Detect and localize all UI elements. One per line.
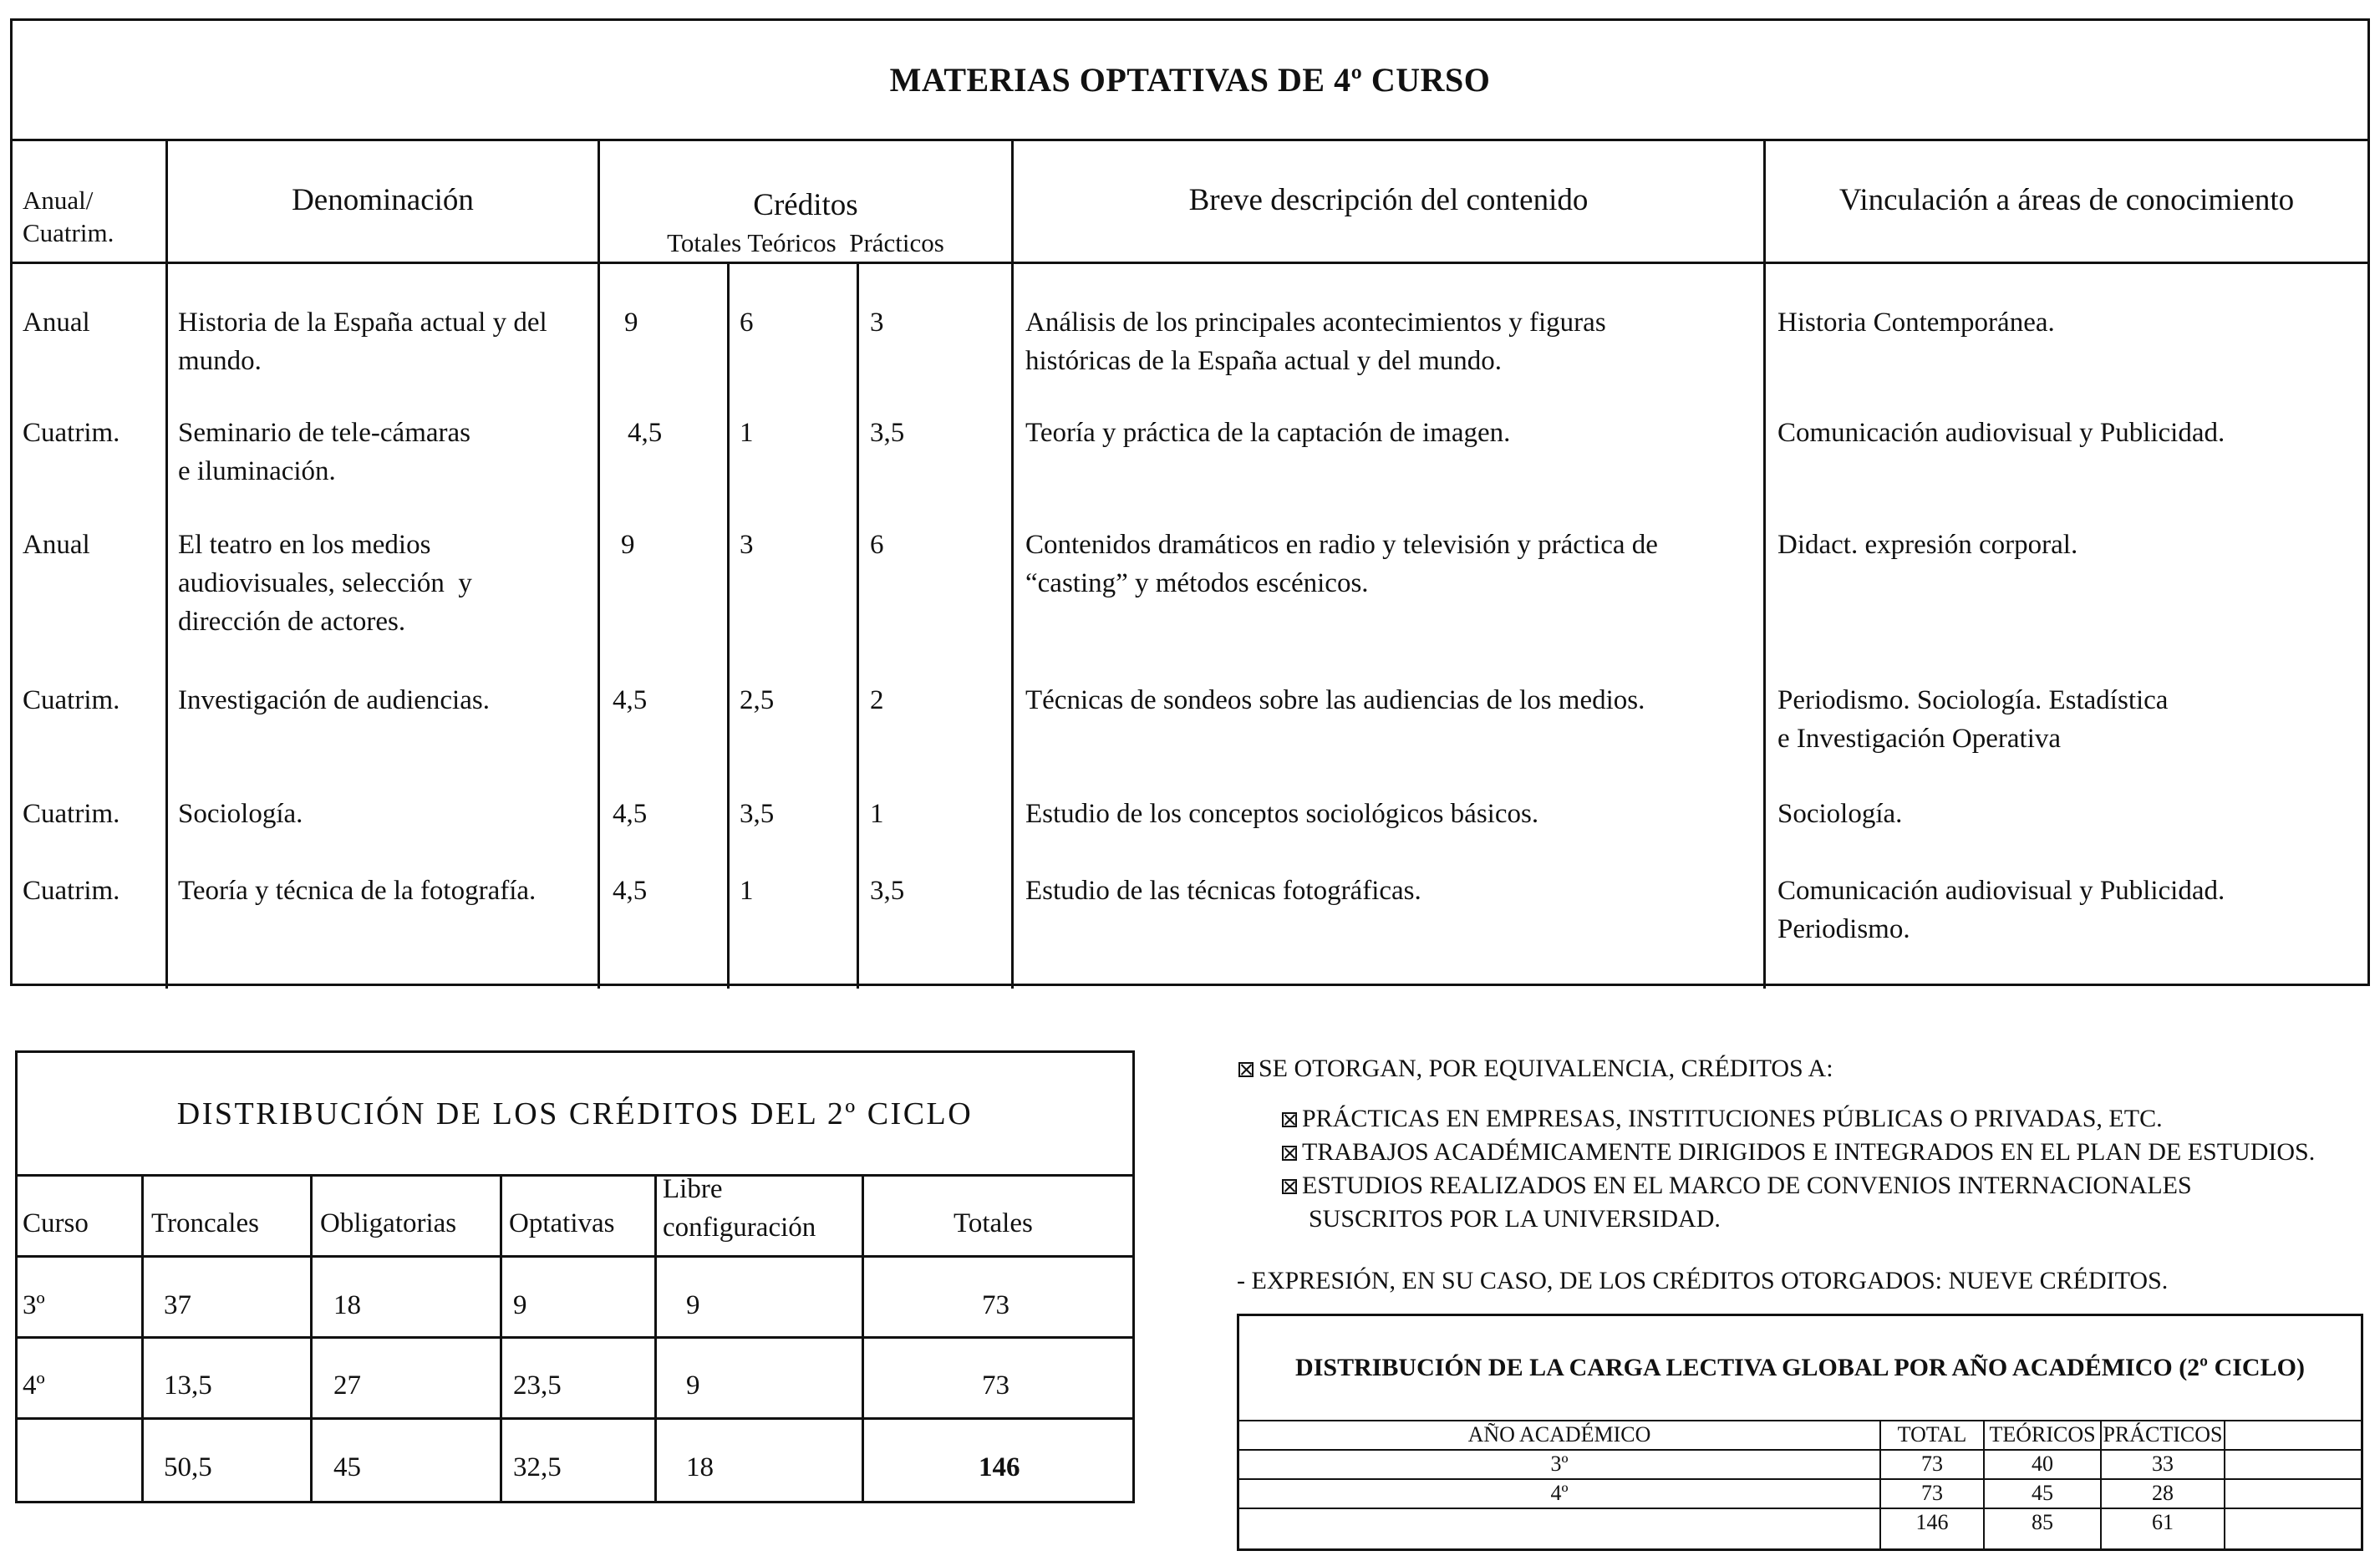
row-vinculacion: Comunicación audiovisual y Publicidad. Periodismo. [1777,876,2225,944]
row-practicos: 33 [2152,1452,2174,1476]
col-divider [862,1174,864,1501]
row-practicos: 6 [870,530,884,560]
row-anio: 4º [1550,1481,1569,1505]
row-totales: 73 [982,1290,1009,1320]
col-divider [310,1174,313,1501]
row-divider [18,1336,1132,1339]
row-vinculacion: Historia Contemporánea. [1777,308,2055,338]
row-obligatorias: 18 [333,1290,361,1320]
row-denominacion: Seminario de tele-cámaras e iluminación. [178,418,470,486]
row-totales: 9 [621,530,635,560]
header-totales: Totales [667,228,742,257]
row-teoricos: 1 [740,876,754,906]
row-practicos: 3,5 [870,876,905,906]
row-total: 73 [1921,1481,1943,1505]
row-denominacion: Investigación de audiencias. [178,685,490,715]
header-anio: AÑO ACADÉMICO [1467,1422,1651,1447]
header-curso: Curso [23,1208,89,1238]
row-teoricos: 2,5 [740,685,775,715]
row-curso: 3º [23,1290,45,1320]
col-divider [500,1174,502,1501]
equivalencia-item-text: PRÁCTICAS EN EMPRESAS, INSTITUCIONES PÚBLICAS O PRIVADAS, ETC. [1302,1105,2163,1132]
row-descripcion: Teoría y práctica de la captación de imagen. [1025,418,1511,448]
row-troncales: 37 [164,1290,191,1320]
row-obligatorias: 45 [333,1452,361,1482]
expresion-creditos: - EXPRESIÓN, EN SU CASO, DE LOS CRÉDITOS OTORGADOS: NUEVE CRÉDITOS. [1237,1267,2169,1294]
header-total: TOTAL [1897,1422,1967,1447]
header-totales: Totales [954,1208,1033,1238]
row-troncales: 13,5 [164,1370,212,1401]
row-divider [18,1417,1132,1420]
row-libre: 9 [686,1290,700,1320]
row-teoricos: 85 [2032,1510,2053,1534]
row-curso: 4º [23,1370,45,1401]
row-denominacion: Historia de la España actual y del mundo. [178,308,547,376]
row-vinculacion: Comunicación audiovisual y Publicidad. [1777,418,2225,448]
row-optativas: 23,5 [513,1370,562,1401]
checkbox-checked-icon [1238,1062,1254,1077]
row-vinculacion: Sociología. [1777,799,1903,829]
row-periodo: Cuatrim. [23,418,120,448]
row-practicos: 2 [870,685,884,715]
row-totales: 4,5 [613,685,648,715]
row-teoricos: 3 [740,530,754,560]
row-optativas: 32,5 [513,1452,562,1482]
header-denominacion: Denominación [292,183,474,217]
header-obligatorias: Obligatorias [320,1208,457,1238]
equivalencia-heading-text: SE OTORGAN, POR EQUIVALENCIA, CRÉDITOS A: [1259,1055,1833,1082]
equivalencia-heading [1238,1055,1833,1083]
row-total: 146 [1915,1510,1949,1534]
header-vinculacion: Vinculación a áreas de conocimiento [1838,183,2295,217]
row-denominacion: Teoría y técnica de la fotografía. [178,876,537,906]
row-periodo: Anual [23,308,90,338]
row-troncales: 50,5 [164,1452,212,1482]
row-periodo: Cuatrim. [23,685,120,715]
header-descripcion: Breve descripción del contenido [1188,183,1589,217]
optativas-table [10,18,2370,986]
col-divider [1011,141,1014,989]
row-denominacion: El teatro en los medios audiovisuales, selección y dirección de actores. [178,530,472,637]
row-practicos: 28 [2152,1481,2174,1505]
row-teoricos: 6 [740,308,754,338]
row-practicos: 3 [870,308,884,338]
col-divider [165,141,168,989]
row-totales: 4,5 [613,799,648,829]
row-libre: 9 [686,1370,700,1401]
row-libre: 18 [686,1452,714,1482]
checkbox-checked-icon [1282,1179,1297,1194]
row-practicos: 1 [870,799,884,829]
distribucion-creditos-table [15,1050,1135,1503]
equivalencia-item [1282,1105,2163,1133]
row-practicos: 3,5 [870,418,905,448]
row-practicos: 61 [2152,1510,2174,1534]
row-divider [18,1255,1132,1258]
row-descripcion: Técnicas de sondeos sobre las audiencias de los medios. [1025,685,1645,715]
equivalencia-item-cont: SUSCRITOS POR LA UNIVERSIDAD. [1309,1205,1721,1233]
table-title: DISTRIBUCIÓN DE LA CARGA LECTIVA GLOBAL POR AÑO ACADÉMICO (2º CICLO) [1295,1354,2305,1381]
col-divider [727,262,730,989]
equivalencia-item-text: ESTUDIOS REALIZADOS EN EL MARCO DE CONVENIOS INTERNACIONALES [1302,1172,2192,1199]
row-obligatorias: 27 [333,1370,361,1401]
col-divider [141,1174,144,1501]
row-teoricos: 1 [740,418,754,448]
carga-lectiva-table [1237,1314,2363,1551]
row-teoricos: 40 [2032,1452,2053,1476]
header-creditos-sub [600,230,1011,257]
row-descripcion: Contenidos dramáticos en radio y televisión y práctica de “casting” y métodos escénicos. [1025,530,1658,598]
header-teoricos: TEÓRICOS [1989,1422,2096,1447]
col-divider [654,1174,657,1501]
header-troncales: Troncales [151,1208,259,1238]
header-anual: Anual/ Cuatrim. [23,186,114,247]
row-periodo: Anual [23,530,90,560]
row-divider [18,1174,1132,1177]
equivalencia-item [1282,1138,2315,1167]
table-title: DISTRIBUCIÓN DE LOS CRÉDITOS DEL 2º CICLO [176,1096,974,1131]
row-periodo: Cuatrim. [23,799,120,829]
header-practicos: PRÁCTICOS [2103,1422,2223,1447]
row-total: 73 [1921,1452,1943,1476]
row-periodo: Cuatrim. [23,876,120,906]
checkbox-checked-icon [1282,1146,1297,1161]
row-descripcion: Análisis de los principales acontecimientos y figuras históricas de la España actual y del mundo. [1025,308,1606,376]
table-title: MATERIAS OPTATIVAS DE 4º CURSO [13,21,2367,141]
row-totales: 4,5 [628,418,663,448]
header-practicos: Prácticos [849,228,944,257]
row-totales: 9 [624,308,638,338]
col-divider [857,262,859,989]
row-totales: 73 [982,1370,1009,1401]
row-totales: 146 [979,1452,1020,1482]
col-divider [598,141,600,989]
row-optativas: 9 [513,1290,527,1320]
row-denominacion: Sociología. [178,799,303,829]
row-descripcion: Estudio de las técnicas fotográficas. [1025,876,1421,906]
row-teoricos: 45 [2032,1481,2053,1505]
col-divider [2224,1420,2225,1551]
row-totales: 4,5 [613,876,648,906]
equivalencia-item [1282,1172,2192,1200]
header-creditos: Créditos [753,188,858,222]
checkbox-checked-icon [1282,1112,1297,1127]
header-optativas: Optativas [509,1208,615,1238]
col-divider [1763,141,1766,989]
row-descripcion: Estudio de los conceptos sociológicos básicos. [1025,799,1539,829]
header-divider [13,262,2367,264]
row-teoricos: 3,5 [740,799,775,829]
equivalencia-item-text: TRABAJOS ACADÉMICAMENTE DIRIGIDOS E INTEGRADOS EN EL PLAN DE ESTUDIOS. [1302,1138,2316,1166]
header-libre: Libre configuración [663,1174,816,1243]
row-vinculacion: Didact. expresión corporal. [1777,530,2078,560]
header-teoricos: Teóricos [747,228,837,257]
row-vinculacion: Periodismo. Sociología. Estadística e Investigación Operativa [1777,685,2169,754]
row-anio: 3º [1550,1452,1569,1476]
